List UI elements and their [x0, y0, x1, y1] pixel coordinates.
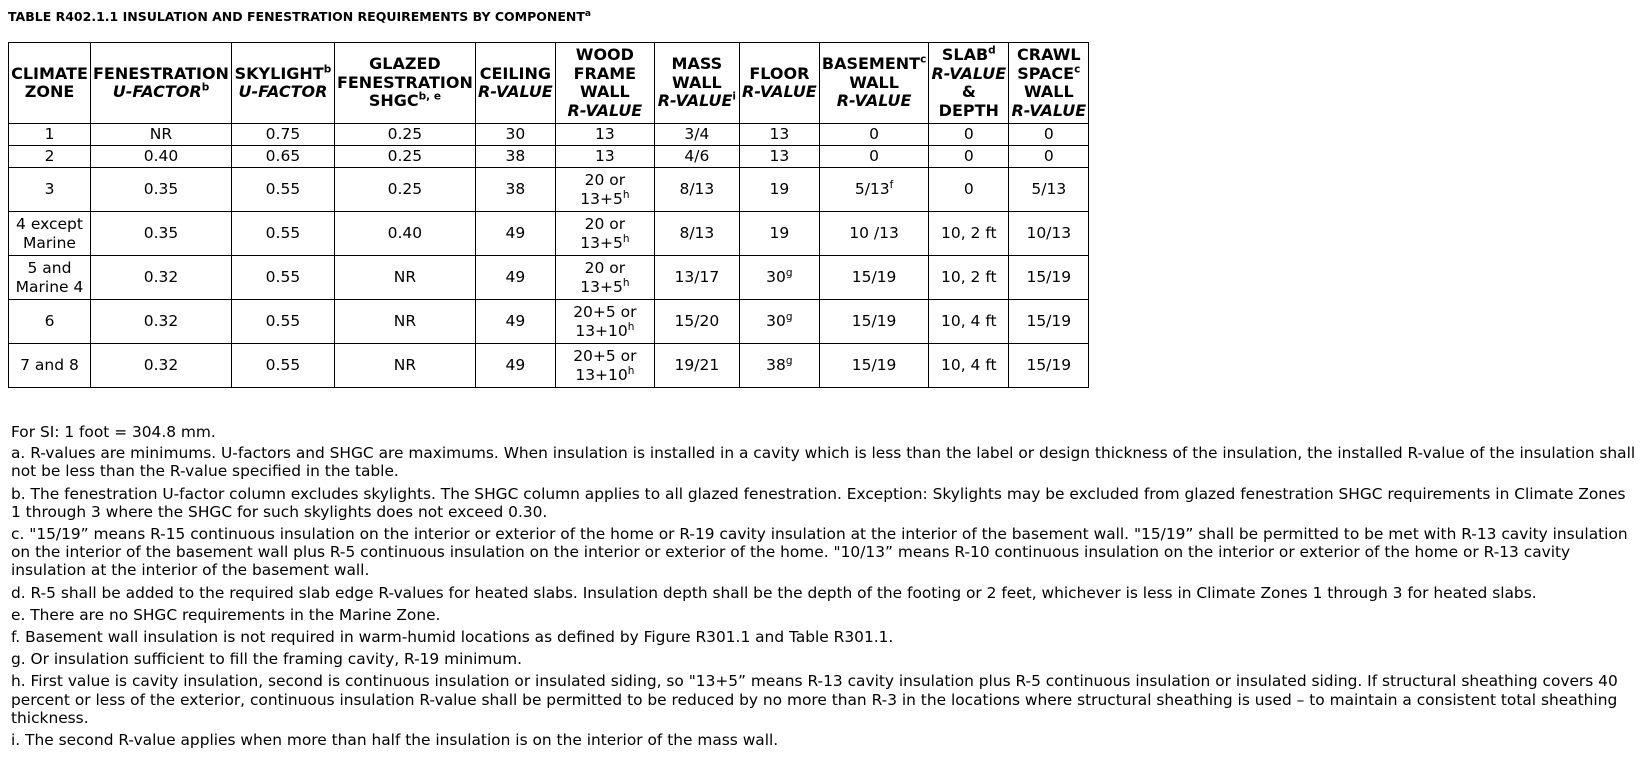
- cell-crawl-space-wall: 0: [1009, 146, 1089, 168]
- cell-skylight-u-factor: 0.55: [231, 212, 334, 256]
- cell-skylight-u-factor: 0.55: [231, 300, 334, 344]
- cell-basement-wall: 0: [819, 146, 928, 168]
- table-row: [9, 124, 1089, 146]
- cell-floor-r-value: 30$^g$: [739, 256, 819, 300]
- header-glazed-fenestration: GLAZED FENESTRATION SHGC$^{b, e}$: [334, 43, 475, 124]
- cell-fenestration-u-factor: 0.35: [91, 212, 232, 256]
- cell-wood-frame-wall: 20 or $13+5^h$: [555, 212, 654, 256]
- cell-wood-frame-wall: 13: [555, 124, 654, 146]
- cell-ceiling-r-value: 38: [475, 168, 555, 212]
- cell-climate-zone: 6: [9, 300, 91, 344]
- header-slab: SLAB$^d$ R-VALUE & DEPTH: [929, 43, 1009, 124]
- cell-crawl-space-wall: 15/19: [1009, 256, 1089, 300]
- cell-mass-wall: 13/17: [654, 256, 739, 300]
- cell-climate-zone: 1: [9, 124, 91, 146]
- cell-glazed-shgc: 0.25: [334, 146, 475, 168]
- footnotes: [11, 423, 1636, 753]
- table-title: TABLE R402.1.1 INSULATION AND FENESTRATION REQUIREMENTS BY COMPONENT$^a$: [8, 9, 591, 25]
- cell-wood-frame-wall: 20 or $13+5^h$: [555, 168, 654, 212]
- cell-slab: 0: [929, 168, 1009, 212]
- cell-floor-r-value: 38$^g$: [739, 344, 819, 388]
- cell-slab: 0: [929, 124, 1009, 146]
- footnote-e: e. There are no SHGC requirements in the Marine Zone.: [11, 605, 441, 624]
- cell-climate-zone: 3: [9, 168, 91, 212]
- cell-basement-wall: 15/19: [819, 256, 928, 300]
- cell-skylight-u-factor: 0.55: [231, 256, 334, 300]
- cell-glazed-shgc: NR: [334, 344, 475, 388]
- table-row: [9, 344, 1089, 388]
- cell-slab: 10, 4 ft: [929, 344, 1009, 388]
- cell-glazed-shgc: 0.25: [334, 168, 475, 212]
- header-crawl-space-wall: CRAWL SPACE$^c$ WALL R-VALUE: [1009, 43, 1089, 124]
- cell-skylight-u-factor: 0.55: [231, 168, 334, 212]
- table-row: [9, 146, 1089, 168]
- table-row: [9, 300, 1089, 344]
- cell-glazed-shgc: 0.40: [334, 212, 475, 256]
- cell-slab: 10, 4 ft: [929, 300, 1009, 344]
- cell-mass-wall: 8/13: [654, 212, 739, 256]
- cell-glazed-shgc: NR: [334, 256, 475, 300]
- cell-ceiling-r-value: 49: [475, 344, 555, 388]
- cell-floor-r-value: 13: [739, 146, 819, 168]
- header-fenestration: FENESTRATION U-FACTOR$^b$: [91, 43, 232, 124]
- cell-fenestration-u-factor: 0.32: [91, 344, 232, 388]
- cell-mass-wall: 15/20: [654, 300, 739, 344]
- table-row: [9, 168, 1089, 212]
- footnote-si: For SI: 1 foot = 304.8 mm.: [11, 423, 216, 441]
- cell-mass-wall: 4/6: [654, 146, 739, 168]
- cell-wood-frame-wall: 13: [555, 146, 654, 168]
- cell-glazed-shgc: 0.25: [334, 124, 475, 146]
- cell-climate-zone: 5 and Marine 4: [9, 256, 91, 300]
- cell-ceiling-r-value: 49: [475, 256, 555, 300]
- cell-basement-wall: 5/13$^f$: [819, 168, 928, 212]
- header-ceiling: CEILING R-VALUE: [475, 43, 555, 124]
- footnote-i: i. The second R-value applies when more than half the insulation is on the interior of the mass wall.: [11, 731, 779, 750]
- header-wood-frame-wall: WOOD FRAME WALL R-VALUE: [555, 43, 654, 124]
- cell-fenestration-u-factor: 0.35: [91, 168, 232, 212]
- cell-basement-wall: 0: [819, 124, 928, 146]
- cell-wood-frame-wall: 20 or $13+5^h$: [555, 256, 654, 300]
- header-mass-wall: MASS WALL R-VALUE$^i$: [654, 43, 739, 124]
- footnote-c: c. "15/19” means R-15 continuous insulation on the interior or exterior of the home or R-19 cavity insulation at the interior of the basement wall. "15/19” shall be permitted to be met with R-13 cavity insulation on the interior of the basement wall plus R-5 continuous insulation on the interior or exterior of the home. "10/13” means R-10 continuous insulation on the interior or exterior of the home or R-13 cavity insulation at the interior of the basement wall.: [11, 525, 1628, 580]
- header-row: [9, 43, 1089, 124]
- cell-crawl-space-wall: 0: [1009, 124, 1089, 146]
- footnote-a: a. R-values are minimums. U-factors and SHGC are maximums. When insulation is installed in a cavity which is less than the label or design thickness of the insulation, the installed R-value of the insulation shall not be less than the R-value specified in the table.: [11, 444, 1636, 481]
- cell-climate-zone: 2: [9, 146, 91, 168]
- header-basement-wall: BASEMENT$^c$ WALL R-VALUE: [819, 43, 928, 124]
- cell-ceiling-r-value: 49: [475, 212, 555, 256]
- footnote-g: g. Or insulation sufficient to fill the framing cavity, R-19 minimum.: [11, 650, 523, 669]
- cell-ceiling-r-value: 49: [475, 300, 555, 344]
- cell-crawl-space-wall: 15/19: [1009, 344, 1089, 388]
- cell-skylight-u-factor: 0.65: [231, 146, 334, 168]
- table-row: [9, 256, 1089, 300]
- cell-fenestration-u-factor: 0.32: [91, 300, 232, 344]
- header-floor: FLOOR R-VALUE: [739, 43, 819, 124]
- cell-floor-r-value: 30$^g$: [739, 300, 819, 344]
- footnote-d: d. R-5 shall be added to the required slab edge R-values for heated slabs. Insulation depth shall be the depth of the footing or 2 feet, whichever is less in Climate Zones 1 through 3 for heated slabs.: [11, 583, 1537, 602]
- cell-basement-wall: 15/19: [819, 300, 928, 344]
- cell-slab: 10, 2 ft: [929, 256, 1009, 300]
- cell-skylight-u-factor: 0.55: [231, 344, 334, 388]
- requirements-table: [8, 42, 1089, 388]
- footnote-b: b. The fenestration U-factor column excludes skylights. The SHGC column applies to all glazed fenestration. Exception: Skylights may be excluded from glazed fenestration SHGC requirements in Climate Zones 1 through 3 where the SHGC for such skylights does not exceed 0.30.: [11, 484, 1626, 521]
- cell-skylight-u-factor: 0.75: [231, 124, 334, 146]
- cell-fenestration-u-factor: NR: [91, 124, 232, 146]
- cell-wood-frame-wall: 20+5 or $13+10^h$: [555, 300, 654, 344]
- cell-wood-frame-wall: 20+5 or $13+10^h$: [555, 344, 654, 388]
- cell-crawl-space-wall: 10/13: [1009, 212, 1089, 256]
- cell-mass-wall: 19/21: [654, 344, 739, 388]
- table-row: [9, 212, 1089, 256]
- cell-slab: 0: [929, 146, 1009, 168]
- cell-ceiling-r-value: 38: [475, 146, 555, 168]
- cell-floor-r-value: 19: [739, 212, 819, 256]
- cell-mass-wall: 8/13: [654, 168, 739, 212]
- cell-climate-zone: 4 except Marine: [9, 212, 91, 256]
- cell-crawl-space-wall: 5/13: [1009, 168, 1089, 212]
- footnote-f: f. Basement wall insulation is not required in warm-humid locations as defined by Figure R301.1 and Table R301.1.: [11, 628, 894, 647]
- cell-basement-wall: 15/19: [819, 344, 928, 388]
- header-climate-zone: CLIMATE ZONE: [9, 43, 91, 124]
- cell-slab: 10, 2 ft: [929, 212, 1009, 256]
- cell-floor-r-value: 19: [739, 168, 819, 212]
- footnote-h: h. First value is cavity insulation, second is continuous insulation or insulated siding, so "13+5” means R-13 cavity insulation plus R-5 continuous insulation or insulated siding. If structural sheathing covers 40 percent or less of the exterior, continuous insulation R-value shall be permitted to be reduced by no more than R-3 in the locations where structural sheathing is used – to maintain a consistent total sheathing thickness.: [11, 672, 1618, 727]
- cell-basement-wall: 10 /13: [819, 212, 928, 256]
- cell-glazed-shgc: NR: [334, 300, 475, 344]
- cell-ceiling-r-value: 30: [475, 124, 555, 146]
- cell-floor-r-value: 13: [739, 124, 819, 146]
- cell-mass-wall: 3/4: [654, 124, 739, 146]
- cell-fenestration-u-factor: 0.32: [91, 256, 232, 300]
- header-skylight: SKYLIGHT$^b$ U-FACTOR: [231, 43, 334, 124]
- cell-climate-zone: 7 and 8: [9, 344, 91, 388]
- cell-fenestration-u-factor: 0.40: [91, 146, 232, 168]
- cell-crawl-space-wall: 15/19: [1009, 300, 1089, 344]
